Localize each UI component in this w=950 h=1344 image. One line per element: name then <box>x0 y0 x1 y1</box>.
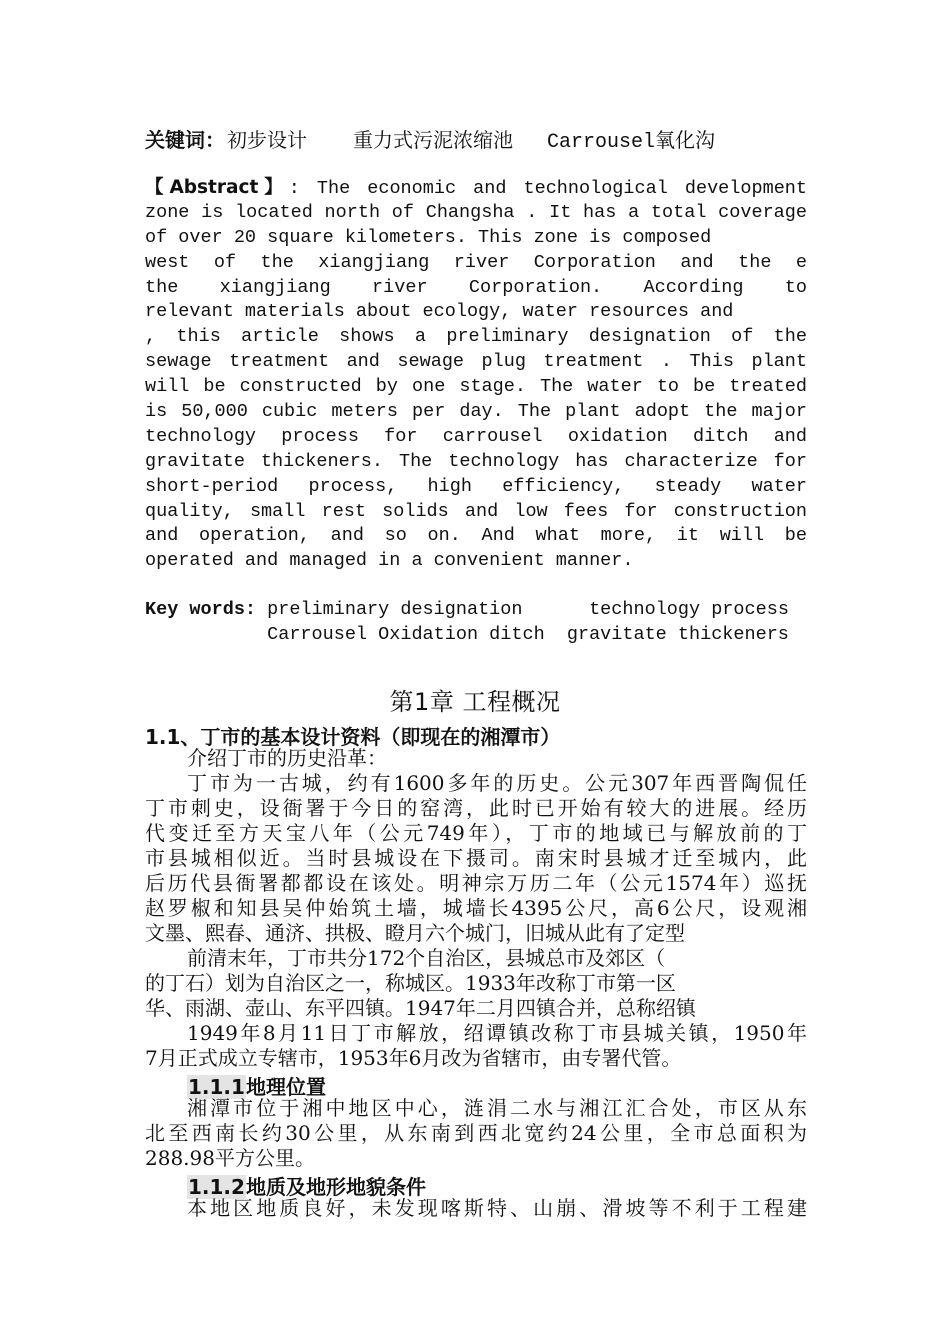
paragraph-line: 市县城相似近。当时县城设在下摄司。南宋时县城才迁至城内，此 <box>145 846 807 870</box>
keywords-en-line2: Carrousel Oxidation ditch gravitate thickeners <box>145 623 789 645</box>
paragraph-line: 的丁石）划为自治区之一，称城区。1933年改称丁市第一区 <box>145 971 676 995</box>
paragraph-line: 文墨、熙春、通济、拱极、瞪月六个城门，旧城从此有了定型 <box>145 921 685 945</box>
paragraph-line: 本地区地质良好，未发现喀斯特、山崩、滑坡等不利于工程建 <box>187 1196 807 1220</box>
keyword-cn-1: 初步设计 <box>227 128 307 152</box>
paragraph-line: 丁市刺史，设衙署于今日的窑湾，此时已开始有较大的进展。经历 <box>145 796 807 820</box>
abstract-line: short-period process, high efficiency, steady water <box>145 475 807 497</box>
abstract-label: 【Abstract】 <box>145 177 289 198</box>
abstract-line: technology process for carrousel oxidation ditch and <box>145 425 807 447</box>
keywords-en-line1: preliminary designation technology process <box>256 599 789 620</box>
subsection-number: 1.1.1 <box>188 1075 245 1099</box>
keyword-cn-2: 重力式污泥浓缩池 <box>353 128 513 152</box>
history-intro: 介绍丁市的历史沿革： <box>187 746 387 770</box>
paragraph-line: 北至西南长约30公里，从东南到西北宽约24公里，全市总面积为 <box>145 1121 807 1145</box>
abstract-line: is 50,000 cubic meters per day. The plant adopt the major <box>145 401 807 423</box>
keywords-en-label: Key words: <box>145 599 257 620</box>
keywords-en <box>145 598 789 648</box>
keywords-cn-label: 关键词： <box>145 128 225 152</box>
abstract <box>145 176 807 574</box>
section-heading: 1.1、丁市的基本设计资料（即现在的湘潭市） <box>145 725 561 749</box>
abstract-line: operated and managed in a convenient manner. <box>145 550 634 572</box>
abstract-line: will be constructed by one stage. The water to be treated <box>145 376 807 398</box>
abstract-line: of over 20 square kilometers. This zone is composed <box>145 226 712 248</box>
abstract-line: quality, small rest solids and low fees for construction <box>145 500 807 522</box>
paragraph-line: 华、雨湖、壶山、东平四镇。1947年二月四镇合并，总称绍镇 <box>145 996 696 1020</box>
paragraph-line: 7月正式成立专辖市，1953年6月改为省辖市，由专署代管。 <box>145 1046 682 1070</box>
abstract-line: the xiangjiang river Corporation. According to <box>145 276 807 298</box>
geology-text <box>145 1196 807 1221</box>
abstract-line: relevant materials about ecology, water resources and <box>145 301 734 323</box>
paragraph-line: 代变迁至方天宝八年（公元749年），丁市的地域已与解放前的丁 <box>145 821 807 845</box>
abstract-line: , this article shows a preliminary designation of the <box>145 326 807 348</box>
paragraph-line: 1949年8月11日丁市解放，绍谭镇改称丁市县城关镇，1950年 <box>187 1021 807 1045</box>
abstract-line: west of the xiangjiang river Corporation and the e <box>145 251 807 273</box>
paragraph-line: 前清末年，丁市共分172个自治区，县城总市及郊区（ <box>187 946 666 970</box>
abstract-line: 【Abstract】: The economic and technological development <box>145 177 807 199</box>
chapter-title: 第1章 工程概况 <box>389 688 561 716</box>
abstract-line: gravitate thickeners. The technology has characterize for <box>145 450 807 472</box>
paragraph-line: 赵罗椒和知县吴仲始筑土墙，城墙长4395公尺，高6公尺，设观湘 <box>145 896 807 920</box>
geo-location-text <box>145 1096 807 1171</box>
subsection-number: 1.1.2 <box>188 1175 245 1199</box>
paragraph-line: 丁市为一古城，约有1600多年的历史。公元307年西晋陶侃任 <box>187 771 807 795</box>
paragraph-line: 后历代县衙署都都设在该处。明神宗万历二年（公元1574年）巡抚 <box>145 871 807 895</box>
paragraph-line: 288.98平方公里。 <box>145 1146 315 1170</box>
paragraph-line: 湘潭市位于湘中地区中心，涟涓二水与湘江汇合处，市区从东 <box>187 1096 807 1120</box>
keywords-cn <box>145 124 715 154</box>
keyword-cn-3: Carrousel氧化沟 <box>547 131 716 154</box>
subsection-title: 地质及地形地貌条件 <box>245 1175 426 1199</box>
subsection-title: 地理位置 <box>245 1075 326 1099</box>
abstract-line: and operation, and so on. And what more, it will be <box>145 525 807 547</box>
abstract-line: zone is located north of Changsha . It has a total coverage <box>145 201 807 223</box>
history-text <box>145 746 807 1071</box>
abstract-line: sewage treatment and sewage plug treatment . This plant <box>145 351 807 373</box>
